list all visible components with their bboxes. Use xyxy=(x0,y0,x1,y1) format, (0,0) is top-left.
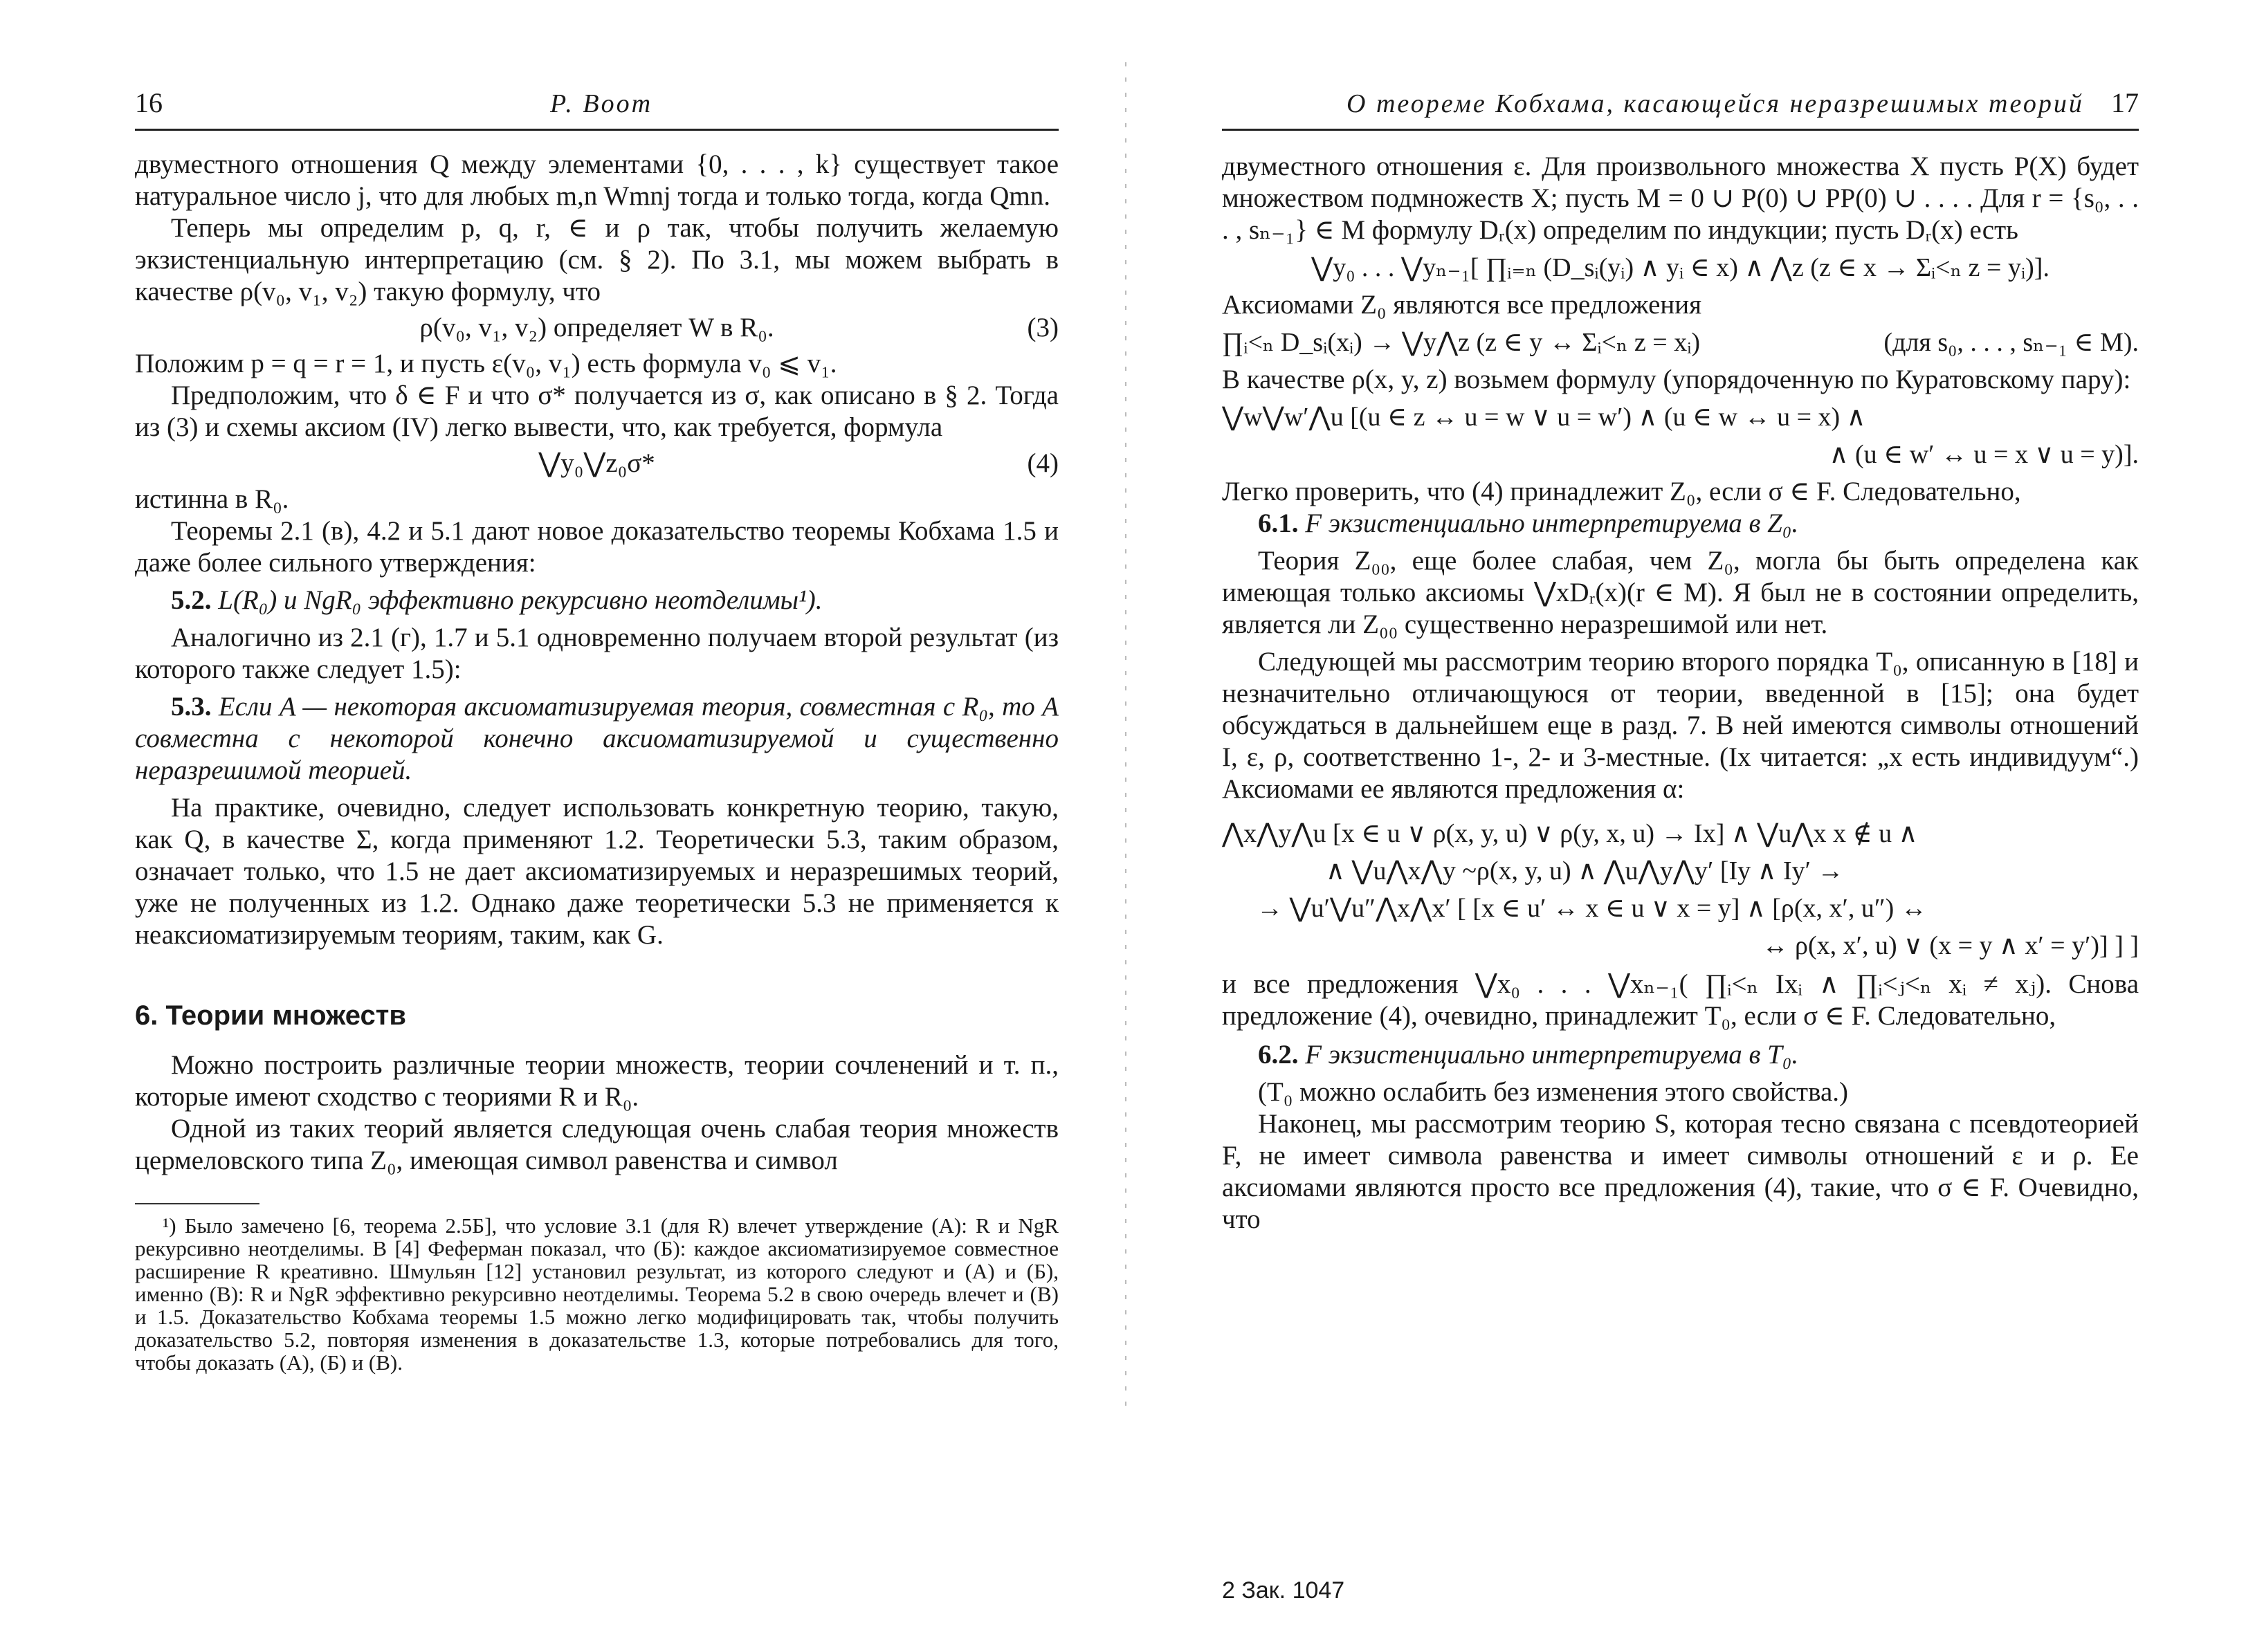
equation-3 xyxy=(135,312,1059,344)
formula-body: ∏ᵢ<ₙ D_sᵢ(xᵢ) → ⋁y⋀z (z ∈ y ↔ Σᵢ<ₙ z = xᵢ) xyxy=(1222,328,1701,357)
left-running-head: Р. Воот xyxy=(550,89,653,118)
paragraph: истинна в R₀. xyxy=(135,484,289,514)
right-page-number: 17 xyxy=(2111,87,2139,118)
equation-3-number: (3) xyxy=(1027,313,1059,342)
right-page-body xyxy=(1222,151,2139,1236)
paragraph: двуместного отношения ε. Для произвольного множества X пусть P(X) будет множеством подмножеств X; пусть M = 0 ∪ P(0) ∪ PP(0) ∪ . . . . Для r = {s₀, . . . , sₙ₋₁} ∈ M формулу Dᵣ(x) определим по индукции; пусть Dᵣ(x) есть xyxy=(1222,152,2139,245)
theorem-6-1 xyxy=(1222,508,2139,540)
formula-rho-line-2: ∧ (u ∈ w′ ↔ u = x ∨ u = y)]. xyxy=(1829,440,2139,469)
paragraph: Теория Z₀₀, еще более слабая, чем Z₀, могла бы быть определена как имеющая только аксиомы ⋁xDᵣ(x)(r ∈ M). Я был не в состоянии определить, является ли Z₀₀ существенно неразрешимой или нет. xyxy=(1222,546,2139,639)
equation-3-body: ρ(v₀, v₁, v₂) определяет W в R₀. xyxy=(419,313,774,342)
paragraph: Предположим, что δ ∈ F и что σ* получается из σ, как описано в § 2. Тогда из (3) и схемы аксиом (IV) легко вывести, что, как требуется, формула xyxy=(135,380,1059,442)
formula-condition: (для s₀, . . . , sₙ₋₁ ∈ M). xyxy=(1883,328,2139,357)
theorem-number: 6.1. xyxy=(1258,508,1299,538)
paragraph: Наконец, мы рассмотрим теорию S, которая тесно связана с псевдотеорией F, не имеет символа равенства и имеет символы отношений ε и ρ. Ее аксиомами являются просто все предложения (4), такие, что σ ∈ F. Очевидно, что xyxy=(1222,1109,2139,1234)
left-page-number: 16 xyxy=(135,87,163,118)
right-page xyxy=(1132,0,2264,1652)
theorem-text: F экзистенциально интерпретируема в T₀. xyxy=(1305,1040,1799,1070)
equation-4-body: ⋁y₀⋁z₀σ* xyxy=(538,448,655,478)
paragraph: Одной из таких теорий является следующая очень слабая теория множеств цермеловского типа Z₀, имеющая символ равенства и символ xyxy=(135,1114,1059,1175)
footnote xyxy=(135,1214,1059,1374)
theorem-6-2 xyxy=(1222,1039,2139,1071)
paragraph: двуместного отношения Q между элементами {0, . . . , k} существует такое натуральное число j, что для любых m,n Wmnj тогда и только тогда, когда Qmn. xyxy=(135,149,1059,211)
formula-alpha-line-4: ↔ ρ(x, x′, u) ∨ (x = y ∧ x′ = y′)] ] ] xyxy=(1762,931,2139,960)
right-running-head: О теореме Кобхама, касающейся неразрешимых теорий xyxy=(1346,89,2084,118)
paragraph: В качестве ρ(x, y, z) возьмем формулу (упорядоченную по Куратовскому пару): xyxy=(1222,365,2131,394)
formula-alpha-line-1: ⋀x⋀y⋀u [x ∈ u ∨ ρ(x, y, u) ∨ ρ(y, x, u) → Ix] ∧ ⋁u⋀x x ∉ u ∧ xyxy=(1222,819,1918,848)
paragraph: Теоремы 2.1 (в), 4.2 и 5.1 дают новое доказательство теоремы Кобхама 1.5 и даже более сильного утверждения: xyxy=(135,516,1059,578)
equation-4-number: (4) xyxy=(1027,448,1059,478)
paragraph: На практике, очевидно, следует использовать конкретную теорию, такую, как Q, в качестве Σ, когда применяют 1.2. Теоретически 5.3, таким образом, означает только, что 1.5 не дает аксиоматизируемых и неразрешимых теорий, уже не полученных из 1.2. Однако даже теоретически 5.3 не применяется к неаксиоматизируемым теориям, таким, как G. xyxy=(135,793,1059,950)
formula-alpha xyxy=(1222,818,2139,962)
theorem-text: L(R₀) и NgR₀ эффективно рекурсивно неотделимы¹). xyxy=(218,585,823,615)
paragraph: Следующей мы рассмотрим теорию второго порядка T₀, описанную в [18] и незначительно отличающуюся от теории, введенной в [15]; она будет обсуждаться в дальнейшем еще в разд. 7. В ней имеются символы отношений I, ε, ρ, соответственно 1-, 2- и 3-местные. (Ix читается: „x есть индивидуум“.) Аксиомами ее являются предложения α: xyxy=(1222,647,2139,804)
paragraph: Аналогично из 2.1 (г), 1.7 и 5.1 одновременно получаем второй результат (из которого также следует 1.5): xyxy=(135,623,1059,684)
printer-mark: 2 Зак. 1047 xyxy=(1222,1577,1345,1604)
section-title: 6. Теории множеств xyxy=(135,1000,406,1031)
formula-z0-axioms xyxy=(1222,327,2139,358)
paragraph: Можно построить различные теории множеств, теории сочленений и т. п., которые имеют сходство с теориями R и R₀. xyxy=(135,1050,1059,1112)
left-page-header xyxy=(135,82,1059,131)
footnote-text: ¹) Было замечено [6, теорема 2.5Б], что условие 3.1 (для R) влечет утверждение (А): R и NgR рекурсивно неотделимы. В [4] Феферман показал, что (Б): каждое аксиоматизируемое совместное расширение R креативно. Шмульян [12] установил результат, из которого следуют и (А) и (Б), именно (В): R и NgR эффективно рекурсивно неотделимы. Теорема 5.2 в свою очередь влечет и (В) и 1.5. Доказательство Кобхама теоремы 1.5 можно легко модифицировать так, чтобы получить доказательство 5.2, повторяя изменения в доказательстве 1.3, которые потребовались для того, чтобы доказать (А), (Б) и (В). xyxy=(135,1213,1059,1375)
paragraph: Теперь мы определим p, q, r, ∈ и ρ так, чтобы получить желаемую экзистенциальную интерпретацию (см. § 2). По 3.1, мы можем выбрать в качестве ρ(v₀, v₁, v₂) такую формулу, что xyxy=(135,213,1059,306)
paragraph: Легко проверить, что (4) принадлежит Z₀, если σ ∈ F. Следовательно, xyxy=(1222,477,2021,506)
formula-alpha-line-2: ∧ ⋁u⋀x⋀y ~ρ(x, y, u) ∧ ⋀u⋀y⋀y′ [Iy ∧ Iy′ → xyxy=(1326,856,1844,885)
equation-4 xyxy=(135,448,1059,479)
formula-dr: ⋁y₀ . . . ⋁yₙ₋₁[ ∏ᵢ₌ₙ (D_sᵢ(yᵢ) ∧ yᵢ ∈ x) ∧ ⋀z (z ∈ x → Σᵢ<ₙ z = yᵢ)]. xyxy=(1311,253,2050,282)
paragraph: (T₀ можно ослабить без изменения этого свойства.) xyxy=(1258,1077,1849,1107)
formula-rho-line-1: ⋁w⋁w′⋀u [(u ∈ z ↔ u = w ∨ u = w′) ∧ (u ∈ w ↔ u = x) ∧ xyxy=(1222,403,1866,432)
paragraph: Положим p = q = r = 1, и пусть ε(v₀, v₁) есть формула v₀ ⩽ v₁. xyxy=(135,349,837,378)
footnote-separator xyxy=(135,1203,259,1204)
left-page-body xyxy=(135,149,1059,1374)
formula-alpha-line-3: → ⋁u′⋁u″⋀x⋀x′ [ [x ∈ u′ ↔ x ∈ u ∨ x = y] ∧ [ρ(x, x′, u″) ↔ xyxy=(1257,894,1927,923)
right-page-header xyxy=(1222,82,2139,131)
theorem-text: F экзистенциально интерпретируема в Z₀. xyxy=(1305,508,1799,538)
theorem-number: 5.3. xyxy=(171,692,212,722)
theorem-5-3 xyxy=(135,691,1059,787)
theorem-number: 6.2. xyxy=(1258,1040,1299,1070)
theorem-5-2 xyxy=(135,585,1059,616)
theorem-number: 5.2. xyxy=(171,585,212,615)
paragraph: и все предложения ⋁x₀ . . . ⋁xₙ₋₁( ∏ᵢ<ₙ Ixᵢ ∧ ∏ᵢ<ⱼ<ₙ xᵢ ≠ xⱼ). Снова предложение (4), очевидно, принадлежит T₀, если σ ∈ F. Следовательно, xyxy=(1222,969,2139,1031)
theorem-text: Если A — некоторая аксиоматизируемая теория, совместная с R₀, то A совместна с некоторой конечно аксиоматизируемой и существенно неразрешимой теорией. xyxy=(135,692,1059,785)
paragraph: Аксиомами Z₀ являются все предложения xyxy=(1222,290,1702,320)
